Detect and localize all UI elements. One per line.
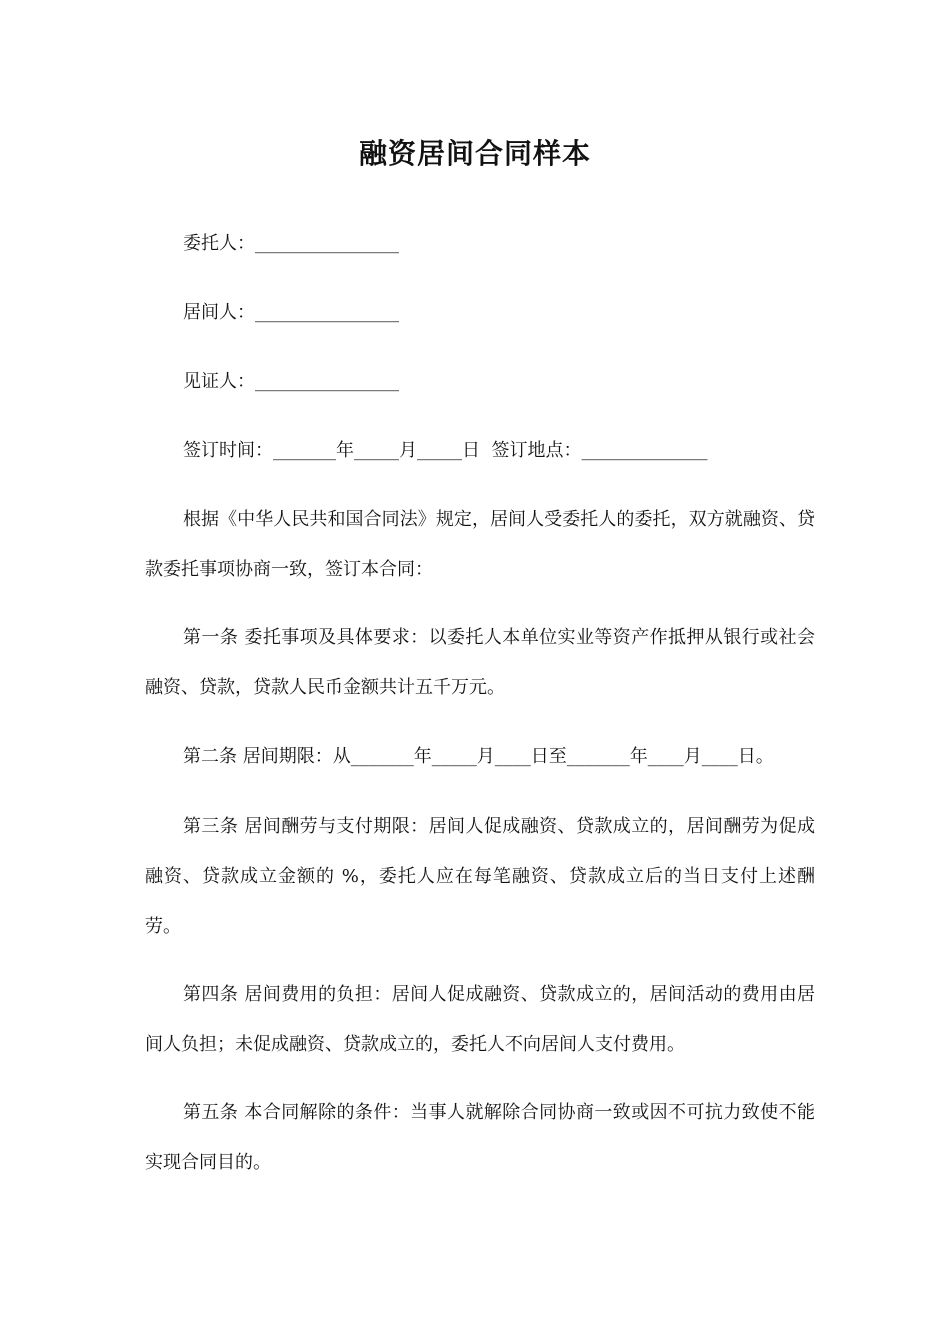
article-4: 第四条 居间费用的负担：居间人促成融资、贷款成立的，居间活动的费用由居间人负担；未促成融资、贷款成立的，委托人不向居间人支付费用。 [145,984,815,1055]
preamble-paragraph: 根据《中华人民共和国合同法》规定，居间人受委托人的委托，双方就融资、贷款委托事项协商一致，签订本合同： [145,509,815,580]
article-3: 第三条 居间酬劳与支付期限：居间人促成融资、贷款成立的，居间酬劳为促成融资、贷款成立金额的 %，委托人应在每笔融资、贷款成立后的当日支付上述酬劳。 [145,816,815,937]
intermediary-field: 居间人：________________ [183,302,399,323]
witness-field: 见证人：________________ [183,371,399,392]
signing-time-place-field: 签订时间：_______年_____月_____日 签订地点：______________ [183,440,708,461]
article-2: 第二条 居间期限：从_______年_____月____日至_______年____月____日。 [183,746,774,767]
client-field: 委托人：________________ [183,233,399,254]
document-title: 融资居间合同样本 [358,137,591,170]
article-5: 第五条 本合同解除的条件：当事人就解除合同协商一致或因不可抗力致使不能实现合同目的。 [145,1102,815,1173]
article-1: 第一条 委托事项及具体要求：以委托人本单位实业等资产作抵押从银行或社会融资、贷款，贷款人民币金额共计五千万元。 [145,627,815,698]
